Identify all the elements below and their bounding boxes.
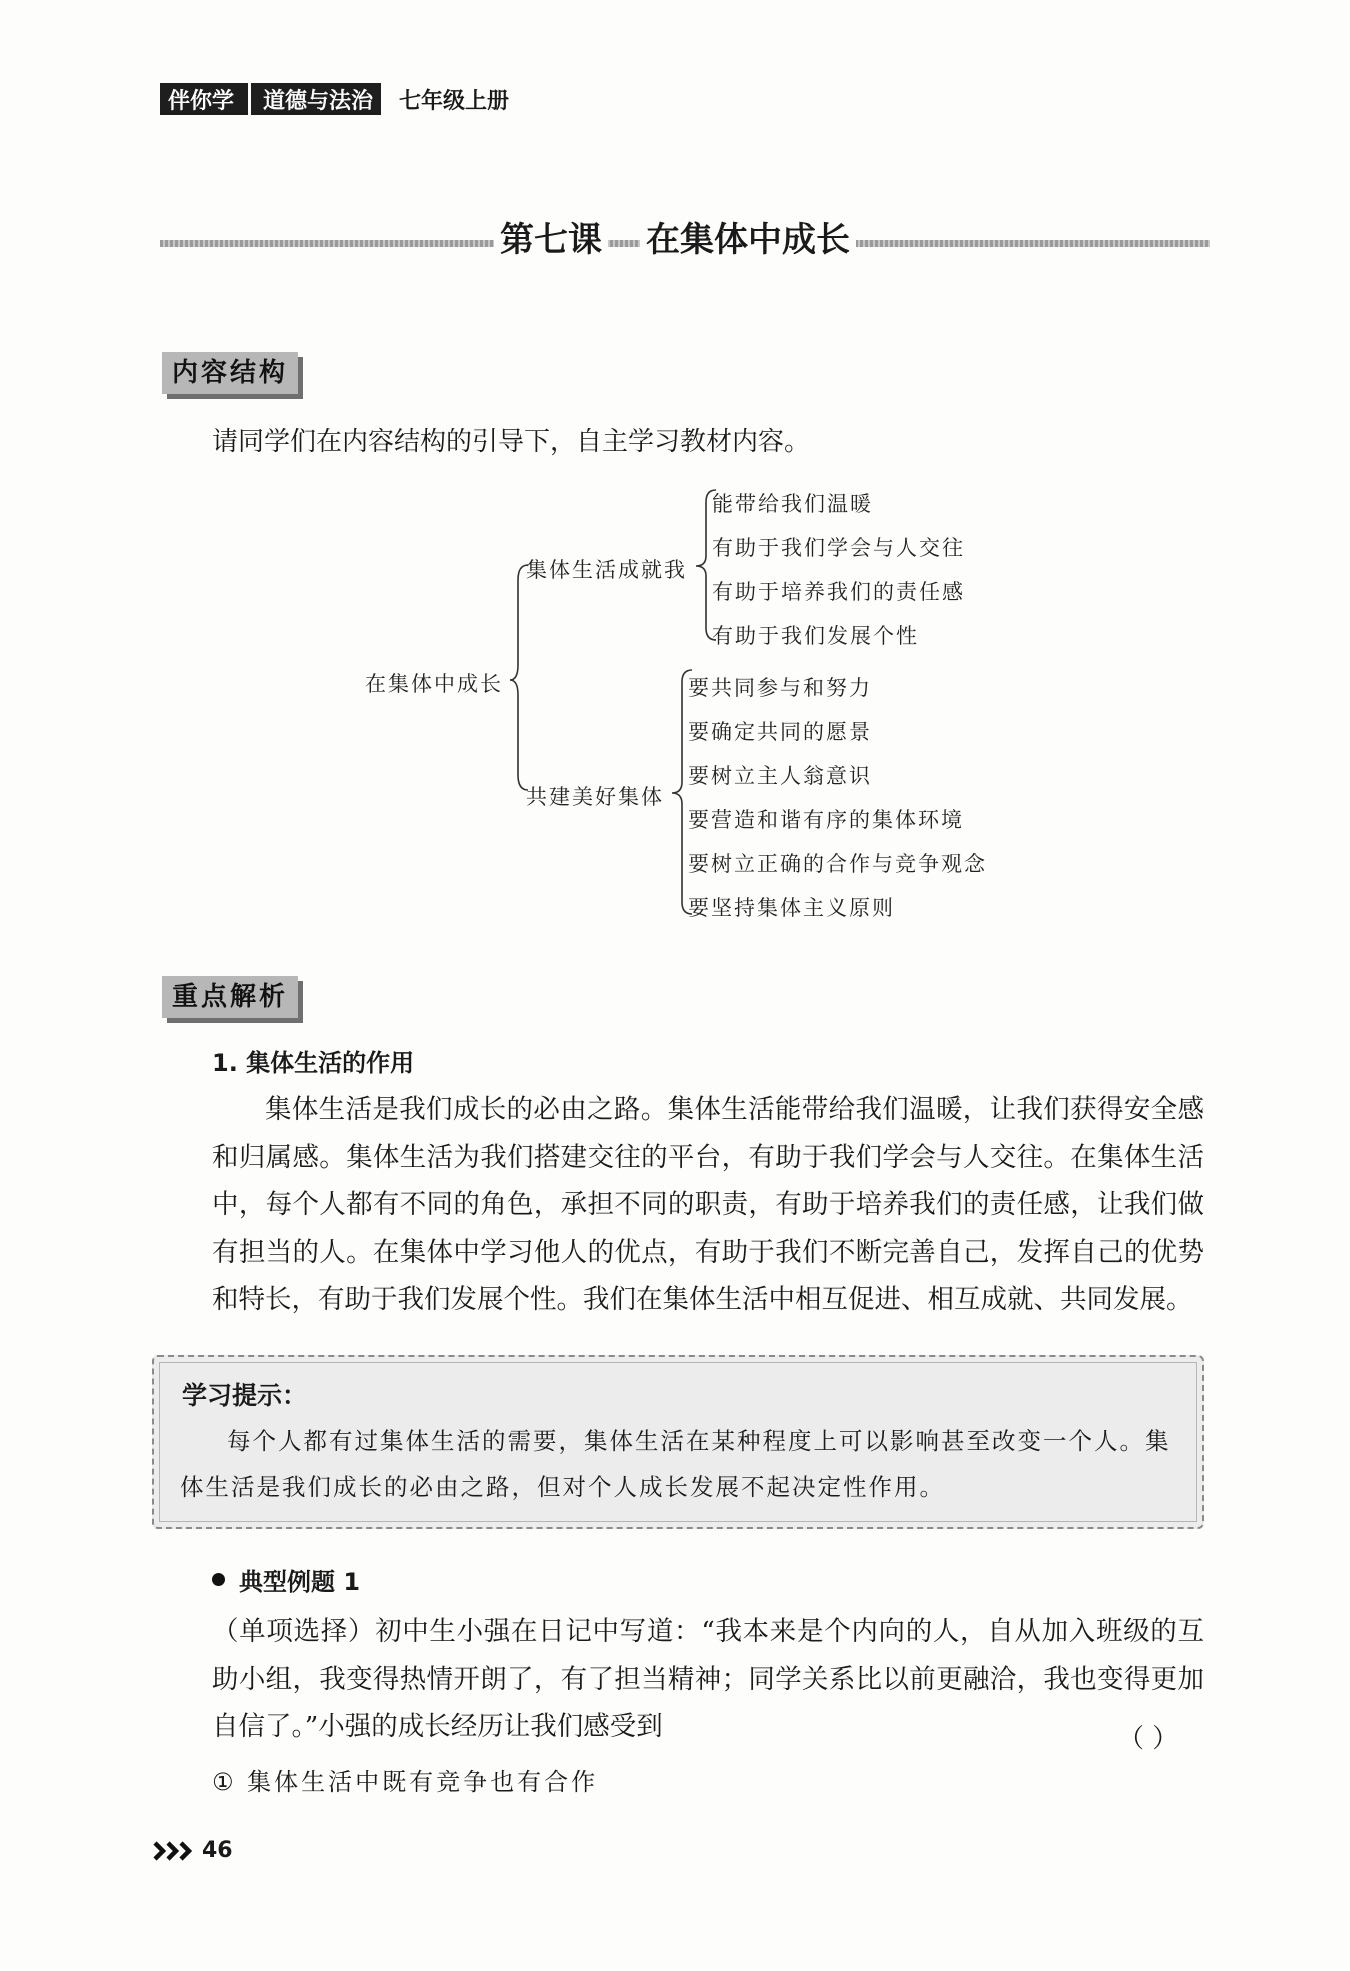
outline-item: 要坚持集体主义原则 (688, 896, 895, 920)
outline-branch-1: 集体生活成就我 (526, 558, 687, 582)
chevron-arrows-icon (152, 1840, 196, 1862)
lesson-number: 第七课 (494, 220, 608, 260)
point-title: 1. 集体生活的作用 (212, 1049, 415, 1077)
example-question: （单项选择）初中生小强在日记中写道：“我本来是个内向的人，自从加入班级的互助小组，我变得热情开朗了，有了担当精神；同学关系比以前更融洽，我也变得更加自信了。”小强的成长经历让我们感受到 (212, 1616, 1204, 1742)
outline-item: 要确定共同的愿景 (688, 720, 872, 744)
outline-item: 要营造和谐有序的集体环境 (688, 808, 964, 832)
answer-blank[interactable]: （ ） (1118, 1724, 1179, 1754)
section-badge-key-points: 重点解析 (162, 976, 298, 1018)
lesson-name: 在集体中成长 (640, 220, 856, 260)
outline-item: 要树立正确的合作与竞争观念 (688, 852, 987, 876)
example-heading (212, 1562, 360, 1597)
structure-intro: 请同学们在内容结构的引导下，自主学习教材内容。 (212, 427, 811, 457)
tip-text: 每个人都有过集体生活的需要，集体生活在某种程度上可以影响甚至改变一个人。集体生活是我们成长的必由之路，但对个人成长发展不起决定性作用。 (180, 1427, 1171, 1501)
outline-item: 要树立主人翁意识 (688, 764, 872, 788)
outline-item: 有助于我们学会与人交往 (712, 536, 965, 560)
example-heading-text: 典型例题 1 (239, 1568, 361, 1596)
option-item[interactable]: ① 集体生活中既有竞争也有合作 (212, 1768, 599, 1796)
running-header (160, 80, 509, 118)
point-body: 集体生活是我们成长的必由之路。集体生活能带给我们温暖，让我们获得安全感和归属感。集体生活为我们搭建交往的平台，有助于我们学会与人交往。在集体生活中，每个人都有不同的角色，承担不同的职责，有助于培养我们的责任感，让我们做有担当的人。在集体中学习他人的优点，有助于我们不断完善自己，发挥自己的优势和特长，有助于我们发展个性。我们在集体生活中相互促进、相互成就、共同发展。 (212, 1094, 1204, 1315)
outline-item: 有助于我们发展个性 (712, 624, 919, 648)
grade-label: 七年级上册 (399, 87, 510, 114)
outline-item: 要共同参与和努力 (688, 676, 872, 700)
series-name: 伴你学 (168, 88, 235, 114)
outline-root: 在集体中成长 (365, 672, 503, 696)
bullet-icon (212, 1573, 225, 1586)
book-badge (160, 83, 381, 115)
page-number: 46 (202, 1838, 233, 1863)
root-brace (510, 565, 528, 790)
page-footer (152, 1838, 233, 1863)
outline-item: 能带给我们温暖 (712, 492, 873, 516)
outline-item: 有助于培养我们的责任感 (712, 580, 965, 604)
section-badge-structure: 内容结构 (162, 352, 298, 394)
tip-title: 学习提示： (182, 1381, 308, 1410)
lesson-title (0, 212, 1350, 261)
outline-branch-2: 共建美好集体 (526, 785, 664, 809)
subject-name: 道德与法治 (263, 88, 374, 114)
